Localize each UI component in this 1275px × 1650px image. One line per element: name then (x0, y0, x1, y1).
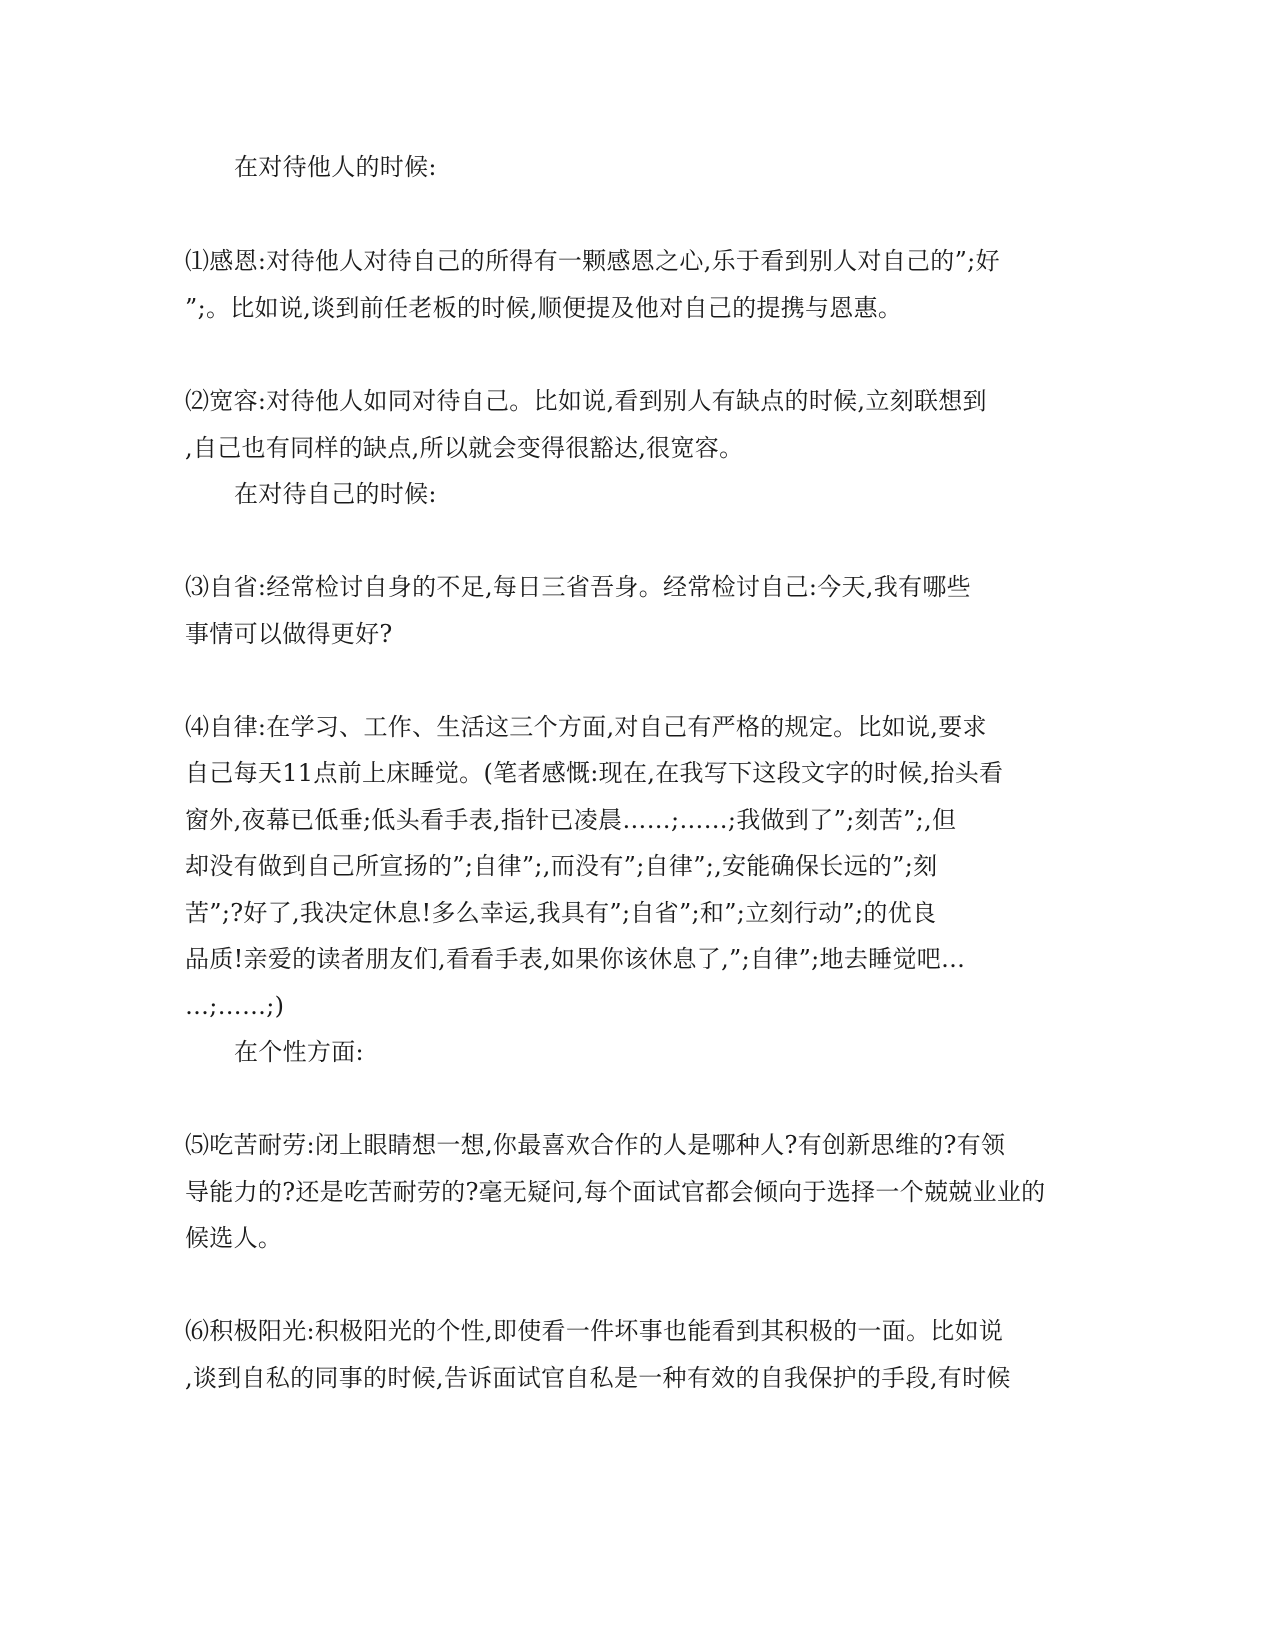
paragraph-positive-line-2: ,谈到自私的同事的时候,告诉面试官自私是一种有效的自我保护的手段,有时候 (185, 1364, 1011, 1392)
paragraph-discipline-line-5: 苦”;?好了,我决定休息!多么幸运,我具有”;自省”;和”;立刻行动”;的优良 (185, 899, 937, 927)
section-heading-self: 在对待自己的时候: (234, 480, 437, 508)
paragraph-tolerance-line-1: ⑵宽容:对待他人如同对待自己。比如说,看到别人有缺点的时候,立刻联想到 (185, 387, 987, 415)
paragraph-reflection-line-1: ⑶自省:经常检讨自身的不足,每日三省吾身。经常检讨自己:今天,我有哪些 (185, 573, 971, 601)
paragraph-hardworking-line-2: 导能力的?还是吃苦耐劳的?毫无疑问,每个面试官都会倾向于选择一个兢兢业业的 (185, 1178, 1046, 1206)
paragraph-reflection-line-2: 事情可以做得更好? (185, 620, 393, 648)
paragraph-gratitude-line-1: ⑴感恩:对待他人对待自己的所得有一颗感恩之心,乐于看到别人对自己的”;好 (185, 247, 1000, 275)
section-heading-others: 在对待他人的时候: (234, 153, 437, 181)
section-heading-personality: 在个性方面: (234, 1038, 364, 1066)
paragraph-discipline-line-3: 窗外,夜幕已低垂;低头看手表,指针已凌晨……;……;我做到了”;刻苦”;,但 (185, 806, 957, 834)
paragraph-hardworking-line-3: 候选人。 (185, 1224, 283, 1252)
paragraph-tolerance-line-2: ,自己也有同样的缺点,所以就会变得很豁达,很宽容。 (185, 434, 744, 462)
paragraph-discipline-line-7: …;……;) (185, 992, 285, 1020)
paragraph-discipline-line-4: 却没有做到自己所宣扬的”;自律”;,而没有”;自律”;,安能确保长远的”;刻 (185, 852, 938, 880)
paragraph-positive-line-1: ⑹积极阳光:积极阳光的个性,即使看一件坏事也能看到其积极的一面。比如说 (185, 1317, 1004, 1345)
paragraph-discipline-line-6: 品质!亲爱的读者朋友们,看看手表,如果你该休息了,”;自律”;地去睡觉吧… (185, 945, 966, 973)
paragraph-discipline-line-1: ⑷自律:在学习、工作、生活这三个方面,对自己有严格的规定。比如说,要求 (185, 713, 987, 741)
paragraph-discipline-line-2: 自己每天11点前上床睡觉。(笔者感慨:现在,在我写下这段文字的时候,抬头看 (185, 759, 1004, 787)
paragraph-hardworking-line-1: ⑸吃苦耐劳:闭上眼睛想一想,你最喜欢合作的人是哪种人?有创新思维的?有领 (185, 1131, 1006, 1159)
paragraph-gratitude-line-2: ”;。比如说,谈到前任老板的时候,顺便提及他对自己的提携与恩惠。 (185, 294, 903, 322)
